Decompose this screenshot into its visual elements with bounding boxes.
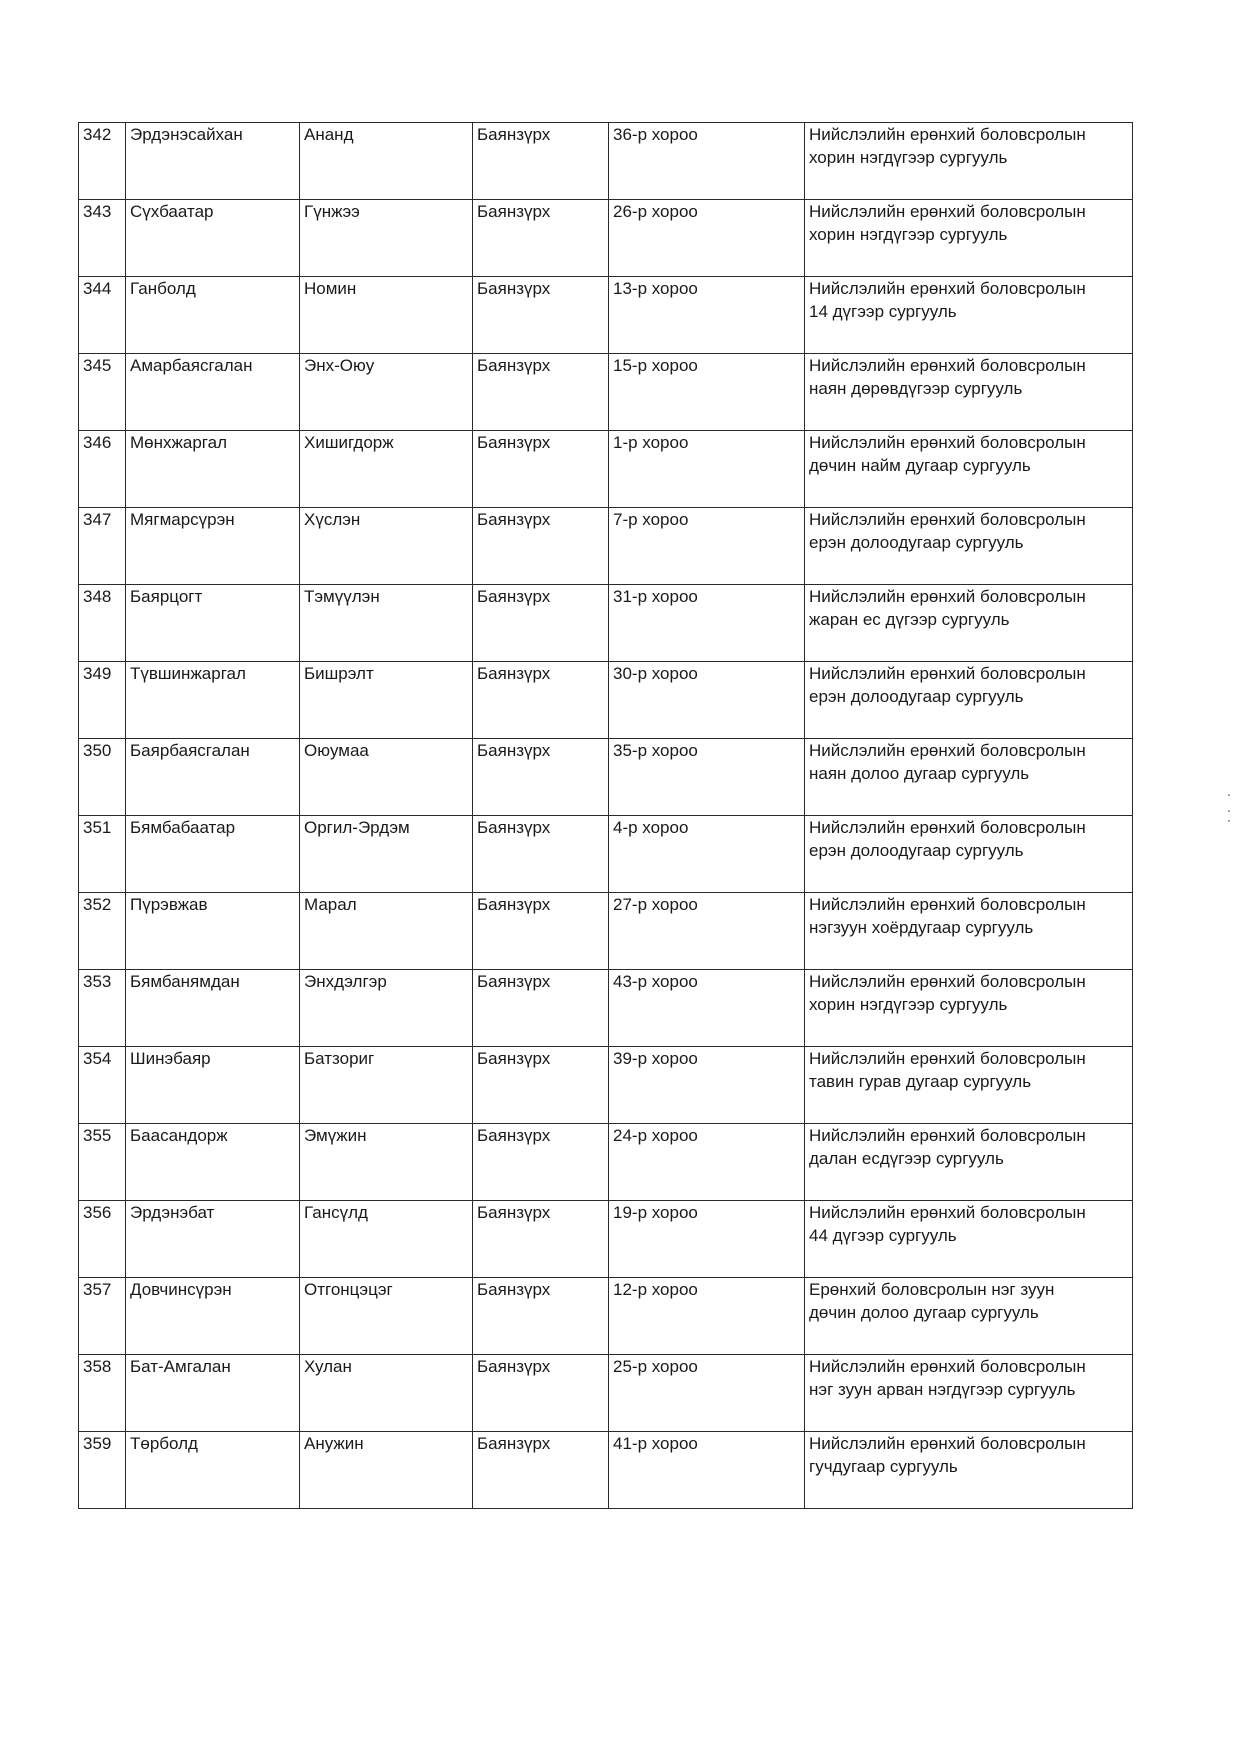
- row-number-cell: 345: [79, 354, 126, 431]
- first-name-cell: Энх-Оюу: [300, 354, 473, 431]
- district-cell: Баянзүрх: [473, 508, 609, 585]
- table-row: [79, 1355, 1133, 1432]
- school-line-2: ерэн долоодугаар сургууль: [809, 687, 1024, 706]
- first-name-cell: Хүслэн: [300, 508, 473, 585]
- row-number-cell: 355: [79, 1124, 126, 1201]
- last-name-cell: Баярбаясгалан: [126, 739, 300, 816]
- school-line-2: хорин нэгдүгээр сургууль: [809, 148, 1008, 167]
- row-number-cell: 358: [79, 1355, 126, 1432]
- school-line-1: Нийслэлийн ерөнхий боловсролын: [809, 1049, 1086, 1068]
- first-name-cell: Батзориг: [300, 1047, 473, 1124]
- school-line-2: жаран ес дүгээр сургууль: [809, 610, 1010, 629]
- district-cell: Баянзүрх: [473, 816, 609, 893]
- first-name-cell: Анужин: [300, 1432, 473, 1509]
- row-number-cell: 342: [79, 123, 126, 200]
- first-name-cell: Ананд: [300, 123, 473, 200]
- khoroo-cell: 15-р хороо: [609, 354, 805, 431]
- first-name-cell: Оюумаа: [300, 739, 473, 816]
- school-line-1: Нийслэлийн ерөнхий боловсролын: [809, 1434, 1086, 1453]
- school-line-1: Нийслэлийн ерөнхий боловсролын: [809, 895, 1086, 914]
- table-row: [79, 739, 1133, 816]
- school-line-2: ерэн долоодугаар сургууль: [809, 533, 1024, 552]
- row-number-cell: 346: [79, 431, 126, 508]
- row-number-cell: 348: [79, 585, 126, 662]
- last-name-cell: Сүхбаатар: [126, 200, 300, 277]
- school-line-1: Нийслэлийн ерөнхий боловсролын: [809, 1357, 1086, 1376]
- table-row: [79, 816, 1133, 893]
- school-cell: [805, 1355, 1133, 1432]
- last-name-cell: Пүрэвжав: [126, 893, 300, 970]
- khoroo-cell: 35-р хороо: [609, 739, 805, 816]
- row-number-cell: 349: [79, 662, 126, 739]
- district-cell: Баянзүрх: [473, 1355, 609, 1432]
- table-row: [79, 431, 1133, 508]
- row-number-cell: 350: [79, 739, 126, 816]
- school-cell: [805, 277, 1133, 354]
- last-name-cell: Эрдэнэбат: [126, 1201, 300, 1278]
- table-row: [79, 662, 1133, 739]
- last-name-cell: Амарбаясгалан: [126, 354, 300, 431]
- last-name-cell: Бат-Амгалан: [126, 1355, 300, 1432]
- school-line-2: 44 дүгээр сургууль: [809, 1226, 957, 1245]
- roster-body: [79, 123, 1133, 1509]
- khoroo-cell: 31-р хороо: [609, 585, 805, 662]
- khoroo-cell: 1-р хороо: [609, 431, 805, 508]
- school-line-1: Нийслэлийн ерөнхий боловсролын: [809, 279, 1086, 298]
- table-row: [79, 1278, 1133, 1355]
- school-line-1: Нийслэлийн ерөнхий боловсролын: [809, 433, 1086, 452]
- khoroo-cell: 7-р хороо: [609, 508, 805, 585]
- khoroo-cell: 19-р хороо: [609, 1201, 805, 1278]
- table-row: [79, 200, 1133, 277]
- last-name-cell: Түвшинжаргал: [126, 662, 300, 739]
- first-name-cell: Энхдэлгэр: [300, 970, 473, 1047]
- school-line-1: Нийслэлийн ерөнхий боловсролын: [809, 202, 1086, 221]
- khoroo-cell: 25-р хороо: [609, 1355, 805, 1432]
- row-number-cell: 343: [79, 200, 126, 277]
- khoroo-cell: 12-р хороо: [609, 1278, 805, 1355]
- khoroo-cell: 43-р хороо: [609, 970, 805, 1047]
- khoroo-cell: 36-р хороо: [609, 123, 805, 200]
- scan-speck: [1228, 810, 1230, 812]
- school-line-1: Нийслэлийн ерөнхий боловсролын: [809, 1203, 1086, 1222]
- school-cell: [805, 816, 1133, 893]
- school-cell: [805, 662, 1133, 739]
- table-row: [79, 277, 1133, 354]
- scan-speck: [1228, 794, 1230, 796]
- table-row: [79, 893, 1133, 970]
- khoroo-cell: 13-р хороо: [609, 277, 805, 354]
- table-row: [79, 1124, 1133, 1201]
- row-number-cell: 344: [79, 277, 126, 354]
- school-line-1: Нийслэлийн ерөнхий боловсролын: [809, 125, 1086, 144]
- last-name-cell: Довчинсүрэн: [126, 1278, 300, 1355]
- school-cell: [805, 508, 1133, 585]
- row-number-cell: 359: [79, 1432, 126, 1509]
- table-row: [79, 354, 1133, 431]
- school-cell: [805, 1124, 1133, 1201]
- school-cell: [805, 1432, 1133, 1509]
- khoroo-cell: 26-р хороо: [609, 200, 805, 277]
- last-name-cell: Бямбанямдан: [126, 970, 300, 1047]
- first-name-cell: Бишрэлт: [300, 662, 473, 739]
- row-number-cell: 353: [79, 970, 126, 1047]
- district-cell: Баянзүрх: [473, 200, 609, 277]
- school-line-1: Нийслэлийн ерөнхий боловсролын: [809, 356, 1086, 375]
- first-name-cell: Отгонцэцэг: [300, 1278, 473, 1355]
- khoroo-cell: 41-р хороо: [609, 1432, 805, 1509]
- khoroo-cell: 4-р хороо: [609, 816, 805, 893]
- school-line-2: 14 дүгээр сургууль: [809, 302, 957, 321]
- school-line-2: тавин гурав дугаар сургууль: [809, 1072, 1032, 1091]
- last-name-cell: Баярцогт: [126, 585, 300, 662]
- khoroo-cell: 27-р хороо: [609, 893, 805, 970]
- row-number-cell: 357: [79, 1278, 126, 1355]
- school-cell: [805, 1201, 1133, 1278]
- school-line-2: дөчин найм дугаар сургууль: [809, 456, 1031, 475]
- school-cell: [805, 1047, 1133, 1124]
- school-line-1: Нийслэлийн ерөнхий боловсролын: [809, 1126, 1086, 1145]
- school-line-1: Нийслэлийн ерөнхий боловсролын: [809, 587, 1086, 606]
- school-cell: [805, 970, 1133, 1047]
- last-name-cell: Шинэбаяр: [126, 1047, 300, 1124]
- school-line-1: Нийслэлийн ерөнхий боловсролын: [809, 510, 1086, 529]
- first-name-cell: Тэмүүлэн: [300, 585, 473, 662]
- district-cell: Баянзүрх: [473, 123, 609, 200]
- school-line-2: ерэн долоодугаар сургууль: [809, 841, 1024, 860]
- school-line-1: Нийслэлийн ерөнхий боловсролын: [809, 818, 1086, 837]
- first-name-cell: Эмүжин: [300, 1124, 473, 1201]
- last-name-cell: Төрболд: [126, 1432, 300, 1509]
- school-cell: [805, 893, 1133, 970]
- last-name-cell: Баасандорж: [126, 1124, 300, 1201]
- school-cell: [805, 1278, 1133, 1355]
- school-line-2: дөчин долоо дугаар сургууль: [809, 1303, 1039, 1322]
- last-name-cell: Бямбабаатар: [126, 816, 300, 893]
- first-name-cell: Гүнжээ: [300, 200, 473, 277]
- first-name-cell: Хулан: [300, 1355, 473, 1432]
- school-cell: [805, 431, 1133, 508]
- last-name-cell: Мөнхжаргал: [126, 431, 300, 508]
- table-row: [79, 1432, 1133, 1509]
- first-name-cell: Оргил-Эрдэм: [300, 816, 473, 893]
- district-cell: Баянзүрх: [473, 1278, 609, 1355]
- row-number-cell: 351: [79, 816, 126, 893]
- school-line-2: хорин нэгдүгээр сургууль: [809, 225, 1008, 244]
- school-cell: [805, 200, 1133, 277]
- row-number-cell: 347: [79, 508, 126, 585]
- table-row: [79, 585, 1133, 662]
- district-cell: Баянзүрх: [473, 1124, 609, 1201]
- school-line-1: Нийслэлийн ерөнхий боловсролын: [809, 972, 1086, 991]
- school-cell: [805, 585, 1133, 662]
- district-cell: Баянзүрх: [473, 1047, 609, 1124]
- table-row: [79, 1201, 1133, 1278]
- district-cell: Баянзүрх: [473, 1201, 609, 1278]
- school-line-2: гучдугаар сургууль: [809, 1457, 958, 1476]
- district-cell: Баянзүрх: [473, 354, 609, 431]
- district-cell: Баянзүрх: [473, 893, 609, 970]
- district-cell: Баянзүрх: [473, 1432, 609, 1509]
- school-line-1: Нийслэлийн ерөнхий боловсролын: [809, 741, 1086, 760]
- district-cell: Баянзүрх: [473, 431, 609, 508]
- first-name-cell: Марал: [300, 893, 473, 970]
- row-number-cell: 352: [79, 893, 126, 970]
- last-name-cell: Ганболд: [126, 277, 300, 354]
- school-line-2: нэг зуун арван нэгдүгээр сургууль: [809, 1380, 1076, 1399]
- school-line-2: хорин нэгдүгээр сургууль: [809, 995, 1008, 1014]
- table-row: [79, 970, 1133, 1047]
- table-row: [79, 1047, 1133, 1124]
- row-number-cell: 354: [79, 1047, 126, 1124]
- last-name-cell: Эрдэнэсайхан: [126, 123, 300, 200]
- school-cell: [805, 354, 1133, 431]
- district-cell: Баянзүрх: [473, 662, 609, 739]
- first-name-cell: Гансүлд: [300, 1201, 473, 1278]
- school-cell: [805, 739, 1133, 816]
- scan-speck: [1228, 820, 1230, 822]
- school-line-1: Ерөнхий боловсролын нэг зуун: [809, 1280, 1055, 1299]
- khoroo-cell: 30-р хороо: [609, 662, 805, 739]
- school-line-1: Нийслэлийн ерөнхий боловсролын: [809, 664, 1086, 683]
- last-name-cell: Мягмарсүрэн: [126, 508, 300, 585]
- table-row: [79, 508, 1133, 585]
- khoroo-cell: 24-р хороо: [609, 1124, 805, 1201]
- school-line-2: наян долоо дугаар сургууль: [809, 764, 1030, 783]
- school-line-2: нэгзуун хоёрдугаар сургууль: [809, 918, 1034, 937]
- first-name-cell: Номин: [300, 277, 473, 354]
- khoroo-cell: 39-р хороо: [609, 1047, 805, 1124]
- row-number-cell: 356: [79, 1201, 126, 1278]
- student-roster-table: [78, 122, 1133, 1509]
- district-cell: Баянзүрх: [473, 277, 609, 354]
- district-cell: Баянзүрх: [473, 585, 609, 662]
- table-row: [79, 123, 1133, 200]
- school-line-2: далан есдүгээр сургууль: [809, 1149, 1004, 1168]
- district-cell: Баянзүрх: [473, 739, 609, 816]
- school-line-2: наян дөрөвдүгээр сургууль: [809, 379, 1023, 398]
- school-cell: [805, 123, 1133, 200]
- first-name-cell: Хишигдорж: [300, 431, 473, 508]
- district-cell: Баянзүрх: [473, 970, 609, 1047]
